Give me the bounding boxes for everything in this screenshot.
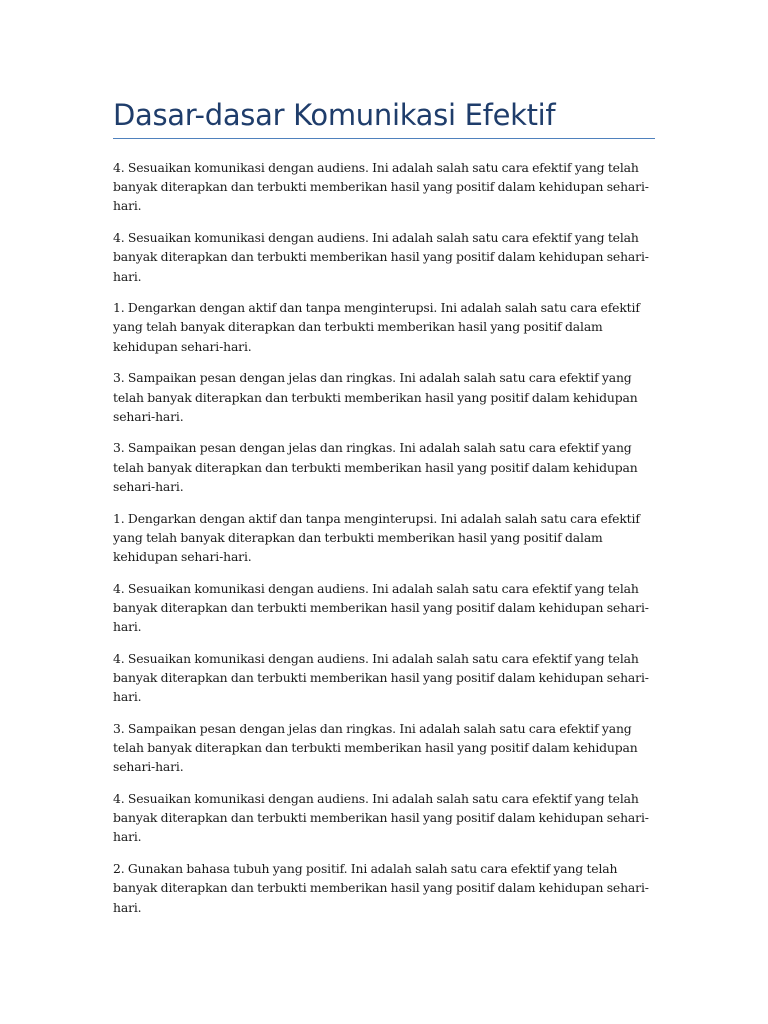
document-title: Dasar-dasar Komunikasi Efektif — [113, 98, 556, 132]
paragraph: 3. Sampaikan pesan dengan jelas dan ringkas. Ini adalah salah satu cara efektif yang telah banyak diterapkan dan terbukti memberikan hasil yang positif dalam kehidupan sehari-hari. — [113, 370, 638, 424]
paragraph: 4. Sesuaikan komunikasi dengan audiens. Ini adalah salah satu cara efektif yang telah banyak diterapkan dan terbukti memberikan hasil yang positif dalam kehidupan sehari-hari. — [113, 160, 649, 214]
paragraph: 3. Sampaikan pesan dengan jelas dan ringkas. Ini adalah salah satu cara efektif yang telah banyak diterapkan dan terbukti memberikan hasil yang positif dalam kehidupan sehari-hari. — [113, 720, 638, 775]
paragraph: 2. Gunakan bahasa tubuh yang positif. Ini adalah salah satu cara efektif yang telah banyak diterapkan dan terbukti memberikan hasil yang positif dalam kehidupan sehari-hari. — [113, 861, 649, 915]
paragraph: 4. Sesuaikan komunikasi dengan audiens. Ini adalah salah satu cara efektif yang telah banyak diterapkan dan terbukti memberikan hasil yang positif dalam kehidupan sehari-hari. — [113, 650, 649, 705]
title-underline-rule — [113, 138, 655, 139]
document-body — [113, 95, 655, 929]
paragraph: 4. Sesuaikan komunikasi dengan audiens. Ini adalah salah satu cara efektif yang telah banyak diterapkan dan terbukti memberikan hasil yang positif dalam kehidupan sehari-hari. — [113, 230, 649, 284]
paragraph: 1. Dengarkan dengan aktif dan tanpa menginterupsi. Ini adalah salah satu cara efektif yang telah banyak diterapkan dan terbukti memberikan hasil yang positif dalam kehidupan sehari-hari. — [113, 300, 640, 354]
paragraph: 4. Sesuaikan komunikasi dengan audiens. Ini adalah salah satu cara efektif yang telah banyak diterapkan dan terbukti memberikan hasil yang positif dalam kehidupan sehari-hari. — [113, 790, 649, 845]
paragraph: 1. Dengarkan dengan aktif dan tanpa menginterupsi. Ini adalah salah satu cara efektif yang telah banyak diterapkan dan terbukti memberikan hasil yang positif dalam kehidupan sehari-hari. — [113, 510, 640, 564]
paragraph: 4. Sesuaikan komunikasi dengan audiens. Ini adalah salah satu cara efektif yang telah banyak diterapkan dan terbukti memberikan hasil yang positif dalam kehidupan sehari-hari. — [113, 580, 649, 635]
paragraph: 3. Sampaikan pesan dengan jelas dan ringkas. Ini adalah salah satu cara efektif yang telah banyak diterapkan dan terbukti memberikan hasil yang positif dalam kehidupan sehari-hari. — [113, 440, 638, 494]
